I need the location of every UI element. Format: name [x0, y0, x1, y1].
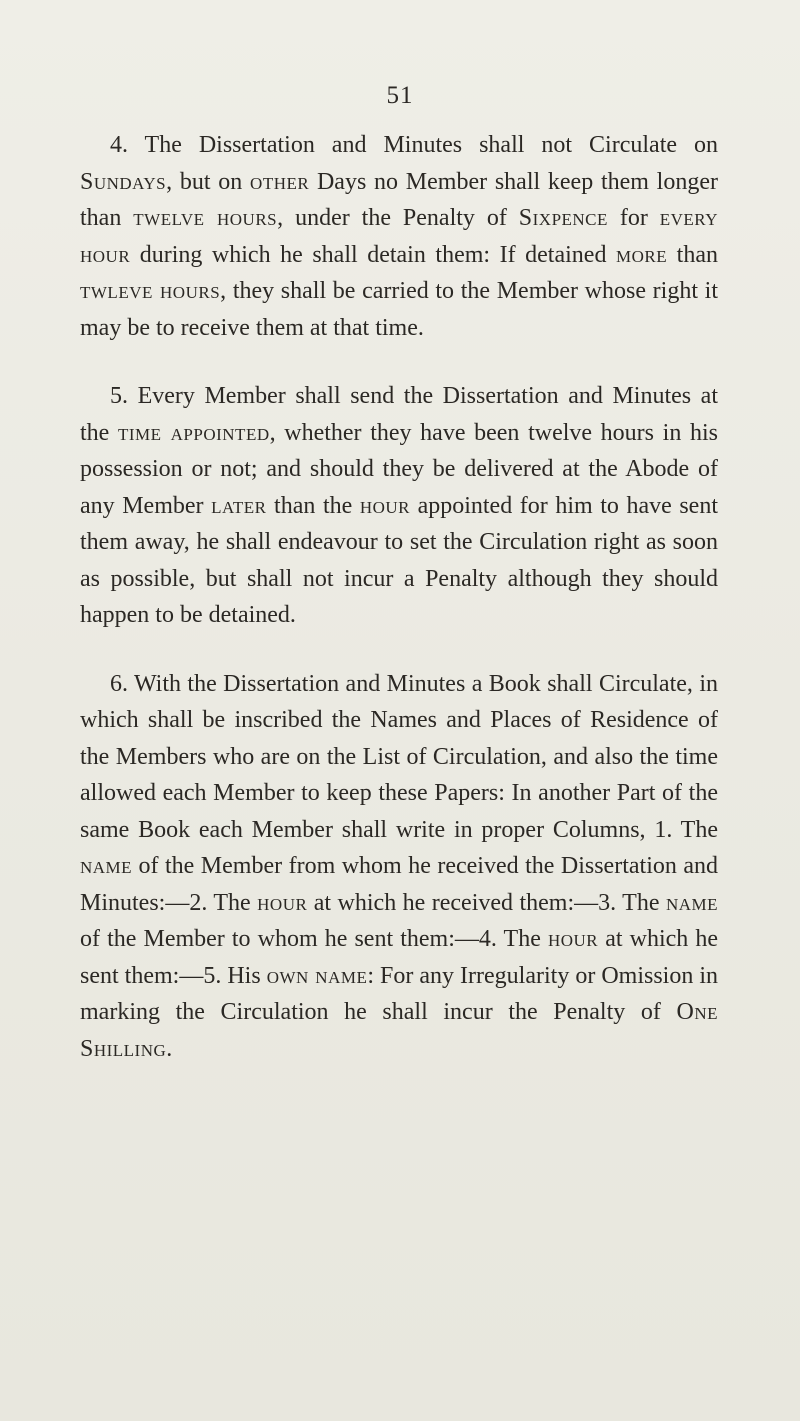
text-run: than the	[266, 492, 360, 519]
small-caps-run: own name	[266, 962, 368, 989]
text-run: , but on	[166, 168, 251, 195]
text-run: of the Member to whom he sent them:—4. The	[80, 926, 548, 952]
text-run: 4. The Dissertation and Minutes shall not Circulate on	[110, 132, 718, 158]
text-run: at which he sent them:—5. His	[80, 926, 719, 989]
text-run: of the Member from whom he received the Dissertation and Minutes:—2. The	[80, 853, 718, 916]
small-caps-run: other	[250, 168, 310, 195]
small-caps-run: more	[616, 241, 668, 268]
small-caps-run: name	[80, 853, 133, 879]
text-run: appointed for him to have sent them away, he shall endeavour to set the Circulation right as soon as possible, but shall not incur a Penalty although they should happen to be detained.	[80, 492, 718, 628]
page-body	[80, 127, 718, 1099]
paragraph-rule-6	[80, 666, 718, 1068]
text-run: during which he shall detain them: If detained	[130, 241, 616, 268]
text-run: Days no Member shall keep them longer than	[80, 168, 718, 231]
page-number: 51	[386, 82, 414, 109]
text-run: 5. Every Member shall send the Dissertation and Minutes at the	[80, 383, 718, 446]
text-run: , whether they have been twelve hours in his possession or not; and should they be delivered at the Abode of any Member	[80, 419, 718, 519]
small-caps-run: Sixpence	[518, 205, 608, 231]
small-caps-run: twelve hours	[133, 205, 278, 231]
small-caps-run: name	[665, 889, 719, 916]
paragraph-rule-5	[80, 378, 718, 634]
small-caps-run: hour	[257, 889, 308, 916]
text-run: , they shall be carried to the Member whose right it may be to receive them at that time.	[80, 278, 718, 341]
text-run: for	[607, 205, 660, 231]
text-run: than	[667, 241, 718, 268]
small-caps-run: hour	[359, 492, 410, 519]
paragraph-rule-4	[80, 127, 718, 346]
small-caps-run: hour	[547, 926, 599, 952]
text-run: , under the Penalty of	[277, 205, 519, 231]
text-run: 6. With the Dissertation and Minutes a Book shall Circulate, in which shall be inscribed the Names and Places of Residence of the Members who are on the List of Circulation, and also the time allowed each Member to keep these Papers: In another Part of the same Book each Member shall write in proper Columns, 1. The	[80, 670, 718, 843]
text-run: : For any Irregularity or Omission in marking the Circulation he shall incur the Penalty of	[80, 962, 719, 1025]
text-run: at which he received them:—3. The	[307, 889, 666, 916]
small-caps-run: twleve hours	[80, 278, 221, 304]
small-caps-run: later	[211, 492, 267, 519]
small-caps-run: time appointed	[117, 419, 270, 446]
small-caps-run: Sundays	[80, 168, 167, 195]
small-caps-run: One Shilling	[80, 999, 718, 1062]
small-caps-run: every hour	[80, 205, 718, 268]
text-run: .	[166, 1035, 173, 1062]
